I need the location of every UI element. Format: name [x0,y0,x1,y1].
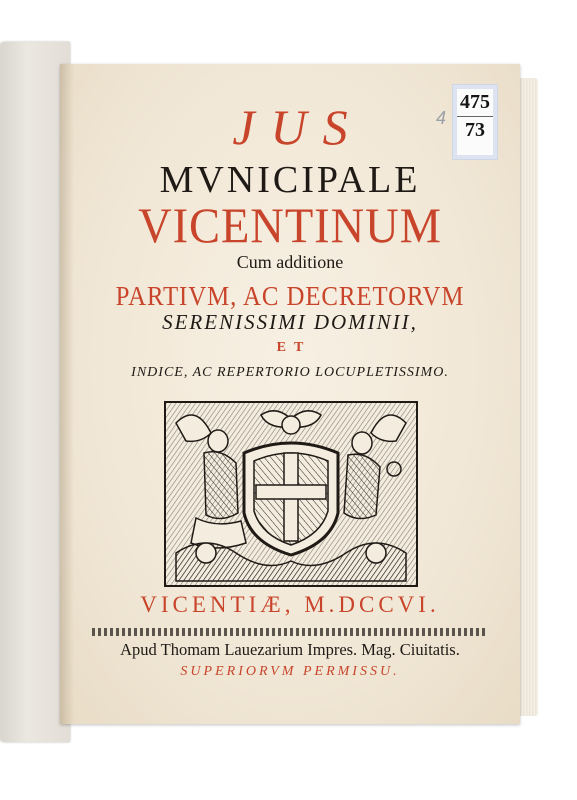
subtitle-cum-additione: Cum additione [236,252,344,272]
title-jus: JUS [232,99,364,155]
title-vicentinum: VICENTINUM [138,197,442,253]
imprint-permission: SUPERIORVM PERMISSU. [180,664,400,679]
pencil-mark: 4 [436,108,447,128]
subtitle-indice: INDICE, AC REPERTORIO LOCUPLETISSIMO. [131,365,449,380]
imprint-printer: Apud Thomam Lauezarium Impres. Mag. Ciuitatis. [120,640,460,659]
shelf-label-number-top: 475 [460,91,490,113]
coat-of-arms-illustration [166,403,416,585]
subtitle-partium: PARTIVM, AC DECRETORVM [115,281,465,311]
subtitle-serenissimi: SERENISSIMI DOMINII, [162,310,418,334]
shelf-label-number-bottom: 73 [465,119,485,141]
title-municipale: MVNICIPALE [159,159,421,201]
imprint-place-date: VICENTIÆ, M.DCCVI. [140,592,440,617]
ornamental-rule [92,628,488,636]
coat-of-arms-woodcut [164,401,418,587]
subtitle-et: ET [276,340,312,355]
